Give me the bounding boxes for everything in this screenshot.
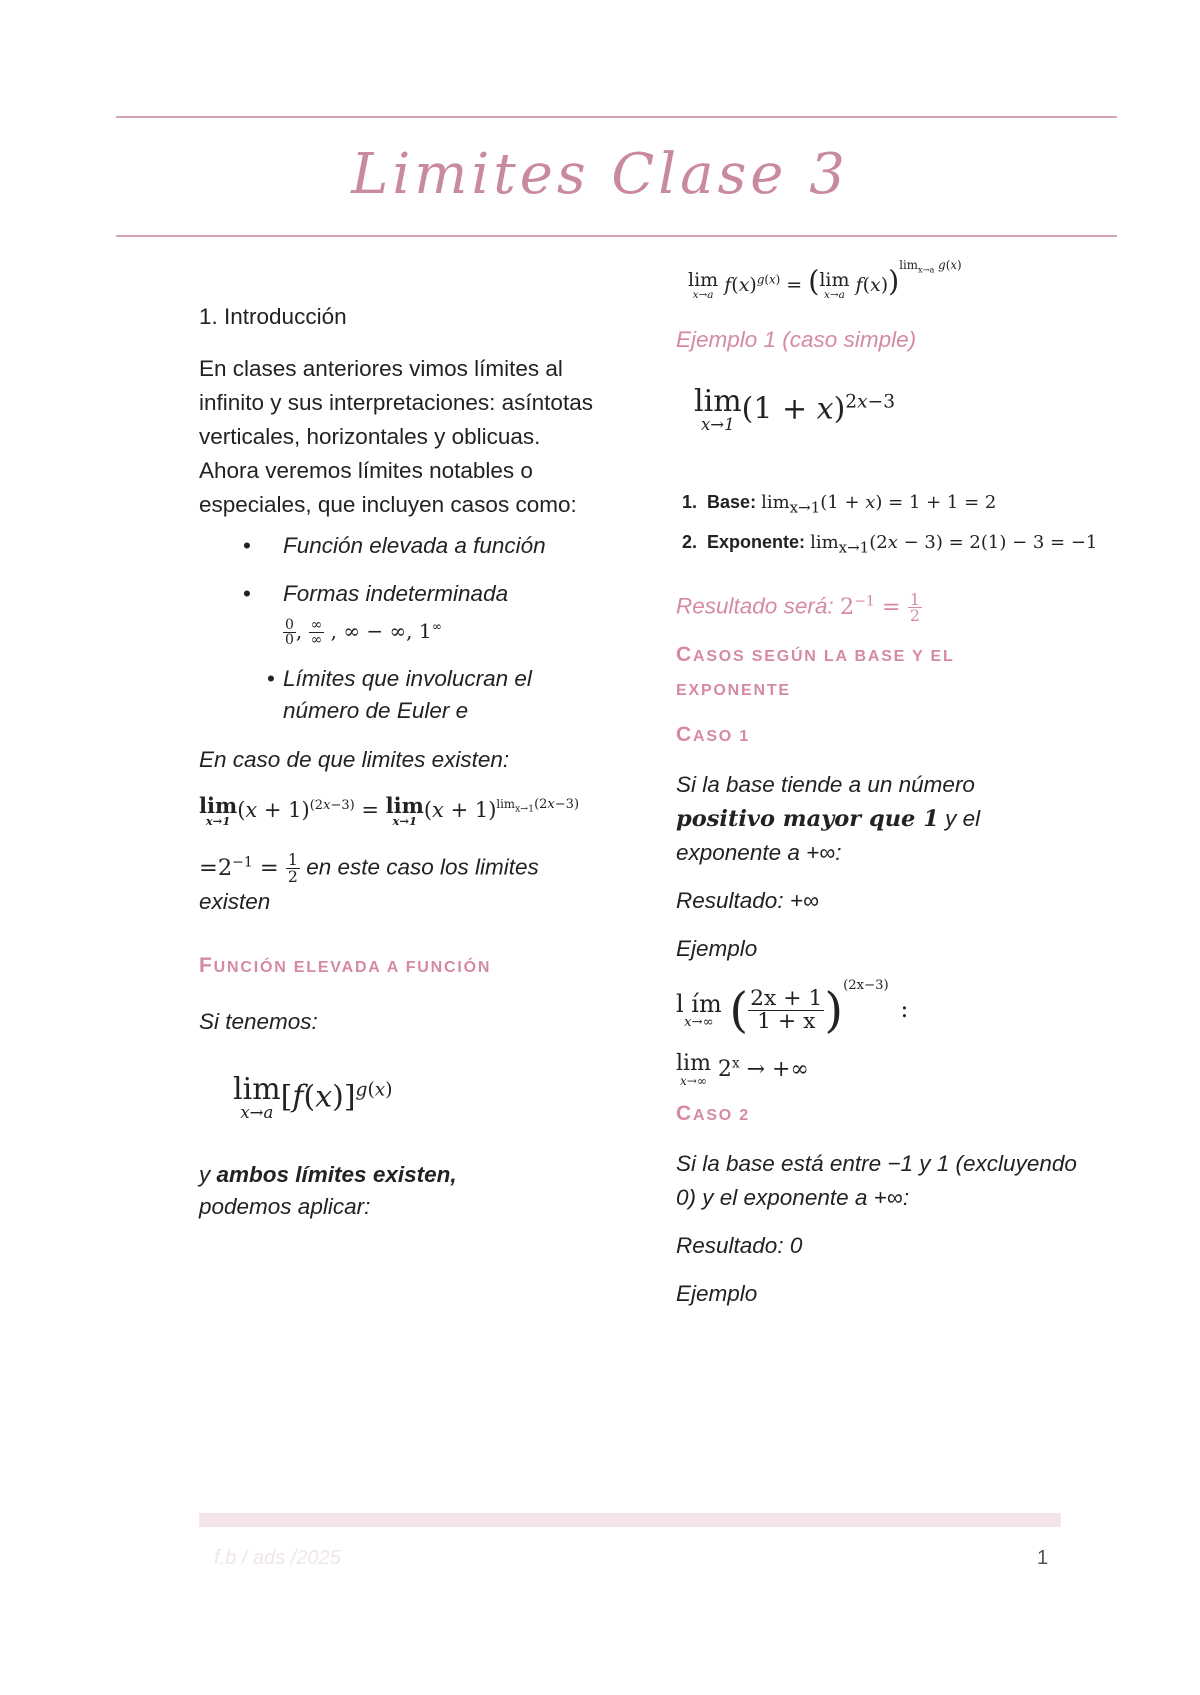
caso-1-ejemplo-label: Ejemplo — [676, 936, 758, 962]
exists-intro: En caso de que limites existen: — [199, 746, 510, 772]
top-rule — [116, 116, 1117, 118]
caso-2-ejemplo-label: Ejemplo — [676, 1280, 758, 1306]
caso-1-text: Si la base tiende a un número positivo mayor que 1 y el exponente a +∞: — [676, 772, 981, 866]
section-heading-casos: CASOS SEGÚN LA BASE Y EL EXPONENTE — [676, 643, 955, 700]
result-line: $=2^{-1}$ = $\frac{1}{2}$ en este caso los limites existen — [199, 850, 539, 914]
ejemplo-1-formula: lim x→1 $(1 + x)^{2x-3}$ — [694, 383, 896, 434]
limit-power-formula: lim x→a $[f(x)]^{g(x)}$ — [233, 1071, 393, 1122]
caso-2-text: Si la base está entre −1 y 1 (excluyendo 0) y el exponente a +∞: — [676, 1150, 1077, 1210]
intro-heading: 1. Introducción — [199, 304, 347, 329]
indeterminate-forms-formula: $\frac{0}{0}$ , $\frac{\infty}{\infty}$ , ∞ − ∞, 1∞ — [285, 616, 442, 648]
caso-2-resultado: Resultado: 0 — [676, 1232, 803, 1258]
page-title: Limites Clase 3 — [351, 142, 849, 207]
list-item: • Función elevada a función — [243, 533, 546, 558]
title-underline-rule — [116, 235, 1117, 237]
limit-formula-example: lim x→1 $(x + 1)^{(2x-3)}$ = lim x→1 $(x + 1)^{lim_{x\to 1}(2x-3)}$ — [199, 792, 580, 828]
footer-credit: f.b / ads /2025 — [214, 1547, 341, 1569]
caso-1-heading: CASO 1 — [676, 723, 750, 747]
list-item: 1. Base: $\lim_{x\to 1}(1 + x) = 1 + 1 = 2$ — [682, 492, 997, 517]
resultado-formula: $2^{-1}$ = $\frac{1}{2}$ — [839, 589, 920, 626]
step-2-formula: $\lim_{x\to 1}(2x - 3) = 2(1) - 3 = -1$ — [810, 531, 1098, 557]
list-item: • Límites que involucran el número de Euler e — [267, 665, 532, 723]
step-1-formula: $\lim_{x\to 1}(1 + x) = 1 + 1 = 2$ — [761, 492, 997, 517]
si-tenemos: Si tenemos: — [199, 1008, 318, 1034]
right-column — [676, 258, 1146, 1311]
intro-paragraph-2: Ahora veremos límites notables o especiales, que incluyen casos como: — [199, 458, 577, 517]
intro-paragraph-1: En clases anteriores vimos límites al infinito y sus interpretaciones: asíntotas verticales, horizontales y oblicuas. — [199, 356, 593, 449]
page-number: 1 — [1037, 1547, 1049, 1569]
caso-1-resultado: Resultado: +∞ — [676, 888, 819, 914]
section-heading-funcion-elevada: FUNCIÓN ELEVADA A FUNCIÓN — [199, 953, 492, 977]
list-item: • Formas indeterminada $\frac{0}{0}$ , $\frac{\infty}{\infty}$ , ∞ − ∞, 1∞ — [243, 581, 509, 648]
ejemplo-1-steps — [682, 485, 1146, 564]
limit-property-formula: lim x→a $f(x)^{g(x)} = (\lim$ x→a f(x))$^{lim_{x\to a} g(x)}$ — [688, 258, 962, 302]
caso-1-example-formula: l ím x→∞ ( $\frac{2x + 1}{1 + x}$ )$^{(2x-3)}$ : — [676, 978, 909, 1039]
caso-1-limit-formula: lim x→∞ $2^x$ → +∞ — [676, 1050, 809, 1088]
list-item: 2. Exponente: $\lim_{x\to 1}(2x - 3) = 2(1) - 3 = -1$ — [682, 531, 1098, 557]
ejemplo-1-heading: Ejemplo 1 (caso simple) — [676, 326, 917, 352]
caso-2-heading: CASO 2 — [676, 1101, 750, 1125]
cases-list — [199, 530, 599, 727]
result-formula: $=2^{-1}$ = $\frac{1}{2}$ — [199, 850, 298, 887]
ambos-limites-text: y ambos límites existen, podemos aplicar: — [199, 1162, 457, 1220]
resultado-sera: Resultado será: $2^{-1}$ = $\frac{1}{2}$ — [676, 589, 920, 626]
footer-bar — [199, 1513, 1061, 1527]
left-column — [199, 290, 599, 1223]
